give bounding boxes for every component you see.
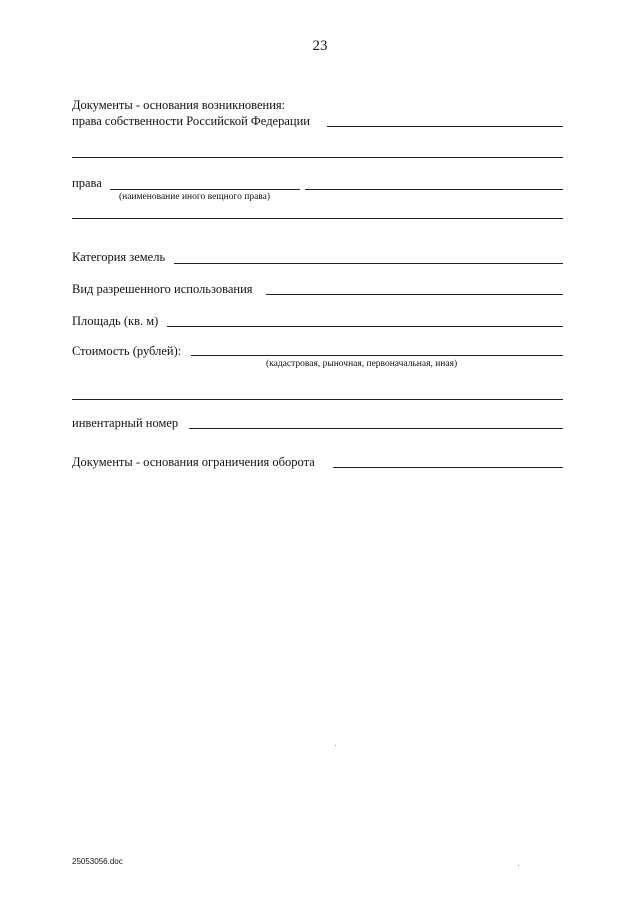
page-number: 23 <box>312 38 328 54</box>
area-field-line[interactable] <box>167 326 563 327</box>
scan-speck <box>335 745 336 746</box>
basis-heading: Документы - основания возникновения: <box>72 98 286 112</box>
inventory-field-line[interactable] <box>189 428 563 429</box>
right-caption: (наименование иного вещного права) <box>119 192 271 202</box>
ownership-continuation-line[interactable] <box>72 157 563 158</box>
scan-speck <box>518 865 519 866</box>
land-category-field-line[interactable] <box>174 263 563 264</box>
cost-caption: (кадастровая, рыночная, первоначальная, иная) <box>266 359 458 369</box>
permitted-use-label: Вид разрешенного использования <box>72 282 253 296</box>
restriction-label: Документы - основания ограничения оборота <box>72 455 315 469</box>
cost-field-line[interactable] <box>191 355 563 356</box>
right-continuation-line[interactable] <box>72 218 563 219</box>
cost-label: Стоимость (рублей): <box>72 344 182 358</box>
right-details-field-line[interactable] <box>305 189 563 190</box>
permitted-use-field-line[interactable] <box>266 294 563 295</box>
cost-continuation-line[interactable] <box>72 399 563 400</box>
right-label: права <box>72 176 102 190</box>
area-label: Площадь (кв. м) <box>72 314 159 328</box>
inventory-label: инвентарный номер <box>72 416 179 430</box>
restriction-field-line[interactable] <box>333 467 563 468</box>
ownership-field-line[interactable] <box>327 126 563 127</box>
ownership-label: права собственности Российской Федерации <box>72 114 310 128</box>
right-name-field-line[interactable] <box>110 189 300 190</box>
footer-filename: 25053056.doc <box>72 857 123 866</box>
land-category-label: Категория земель <box>72 250 166 264</box>
